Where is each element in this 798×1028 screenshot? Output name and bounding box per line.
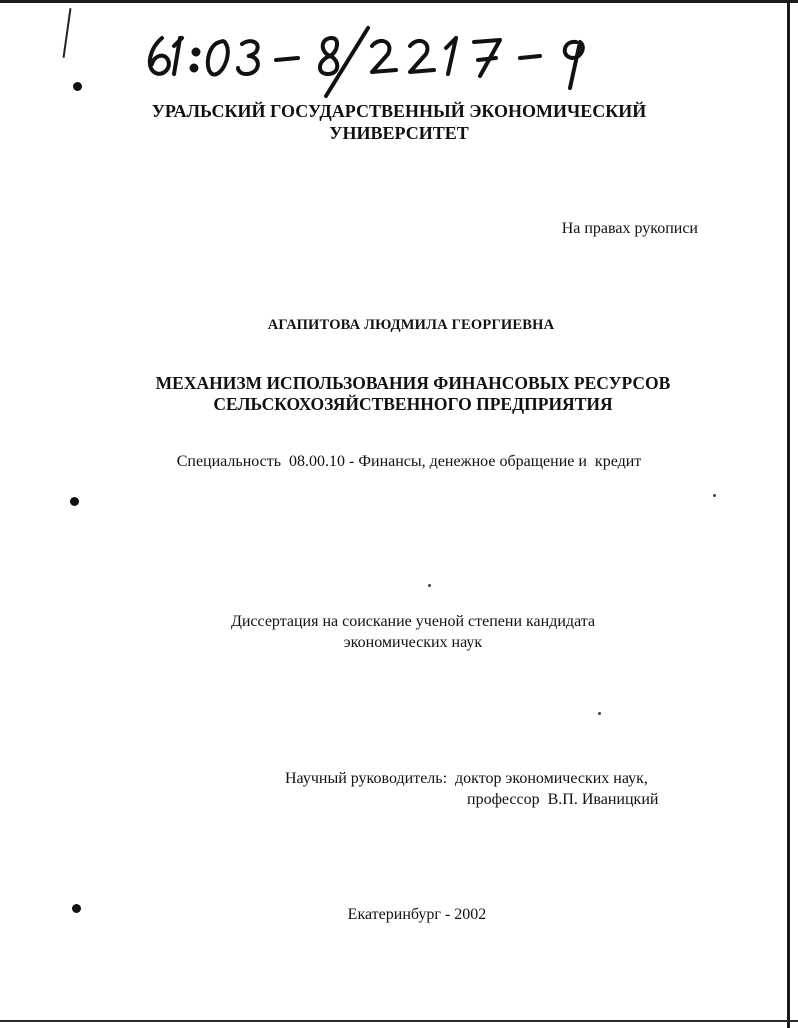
scan-speck [598, 712, 601, 715]
university-line-2: УНИВЕРСИТЕТ [329, 123, 469, 143]
university-line-1: УРАЛЬСКИЙ ГОСУДАРСТВЕННЫЙ ЭКОНОМИЧЕСКИЙ [151, 101, 647, 121]
city-year: Екатеринбург - 2002 [347, 906, 487, 923]
punch-hole [73, 82, 82, 91]
manuscript-note: На правах рукописи [561, 220, 698, 237]
scan-speck [713, 494, 716, 497]
degree-line-2: экономических наук [343, 634, 483, 651]
degree-line-1: Диссертация на соискание ученой степени кандидата [230, 613, 596, 630]
university-name [0, 100, 798, 144]
scan-border-bottom [0, 1020, 798, 1022]
punch-hole [70, 497, 79, 506]
supervisor-line-2: профессор В.П. Иваницкий [467, 791, 659, 808]
scan-border-right [787, 0, 790, 1028]
scan-speck [428, 584, 431, 587]
specialty: Специальность 08.00.10 - Финансы, денежное обращение и кредит [176, 453, 642, 470]
title-line-1: МЕХАНИЗМ ИСПОЛЬЗОВАНИЯ ФИНАНСОВЫХ РЕСУРСОВ [155, 373, 671, 393]
scan-mark [63, 8, 72, 58]
scan-border-top [0, 0, 798, 3]
supervisor-line-1: Научный руководитель: доктор экономических наук, [285, 770, 648, 787]
dissertation-title [14, 373, 798, 415]
author-name: АГАПИТОВА ЛЮДМИЛА ГЕОРГИЕВНА [267, 317, 555, 333]
title-line-2: СЕЛЬСКОХОЗЯЙСТВЕННОГО ПРЕДПРИЯТИЯ [213, 394, 613, 414]
handwritten-archive-number [140, 8, 620, 98]
supervisor [285, 768, 658, 810]
degree-statement [14, 611, 798, 653]
